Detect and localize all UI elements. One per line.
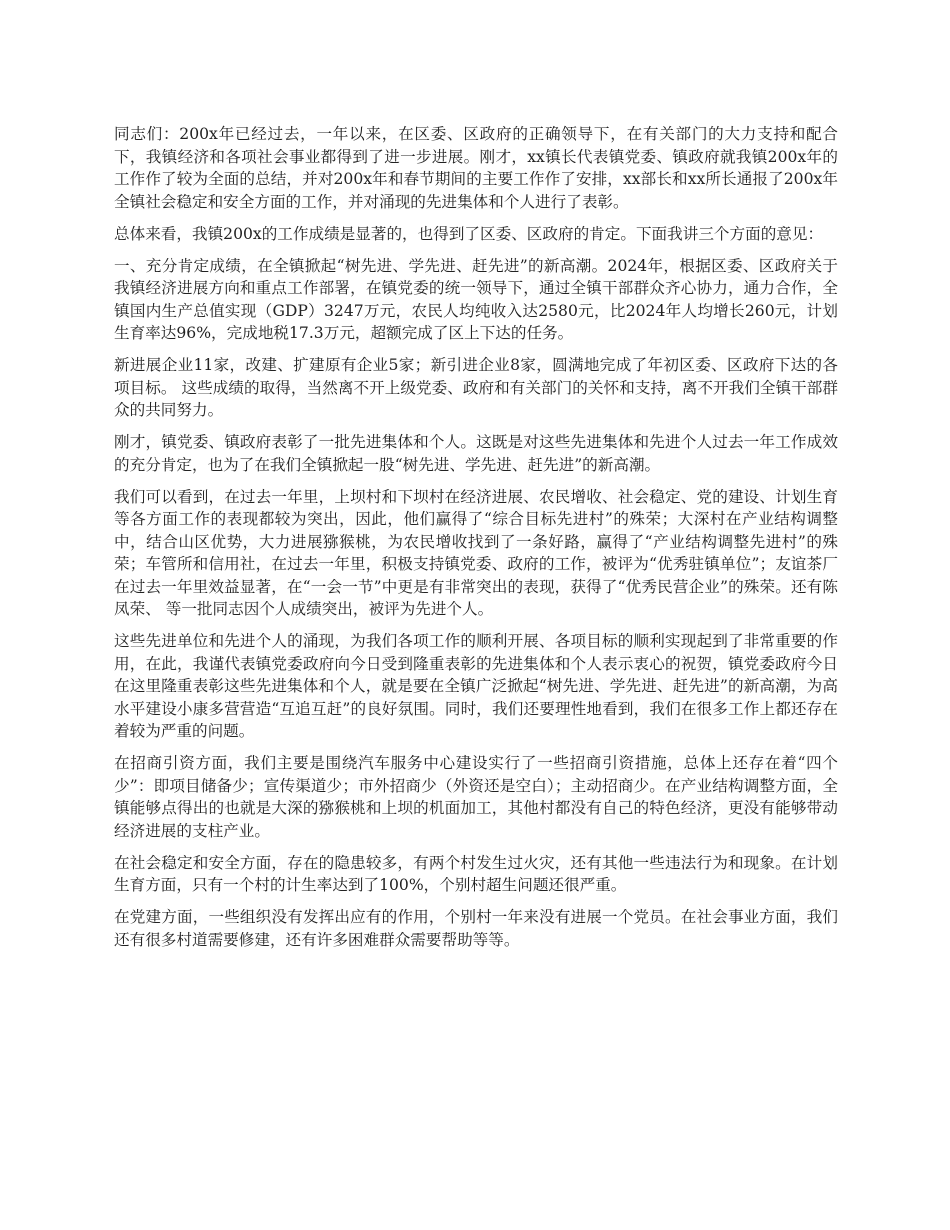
paragraph-enterprises: 新进展企业11家，改建、扩建原有企业5家；新引进企业8家，圆满地完成了年初区委、区政府下达的各项目标。 这些成绩的取得，当然离不开上级党委、政府和有关部门的关怀和支持，离不开我们全镇干部群众的共同努力。 — [114, 356, 838, 419]
paragraph-commendation: 刚才，镇党委、镇政府表彰了一批先进集体和个人。这既是对这些先进集体和先进个人过去一年工作成效的充分肯定，也为了在我们全镇掀起一股“树先进、学先进、赶先进”的新高潮。 — [114, 433, 838, 474]
paragraph-overview: 总体来看，我镇200x的工作成绩是显著的，也得到了区委、区政府的肯定。下面我讲三个方面的意见： — [114, 224, 824, 243]
paragraph-stability: 在社会稳定和安全方面，存在的隐患较多，有两个村发生过火灾，还有其他一些违法行为和现象。在计划生育方面，只有一个村的计生率达到了100%，个别村超生问题还很严重。 — [114, 853, 838, 894]
paragraph-party-building: 在党建方面，一些组织没有发挥出应有的作用，个别村一年来没有进展一个党员。在社会事业方面，我们还有很多村道需要修建，还有许多困难群众需要帮助等等。 — [114, 908, 838, 949]
paragraph-section-one: 一、充分肯定成绩，在全镇掀起“树先进、学先进、赶先进”的新高潮。2024年，根据区委、区政府关于我镇经济进展方向和重点工作部署，在镇党委的统一领导下，通过全镇干部群众齐心协力，通力合作，全镇国内生产总值实现（GDP）3247万元，农民人均纯收入达2580元，比2024年人均增长260元，计划生育率达96%，完成地税17.3万元，超额完成了区上下达的任务。 — [114, 256, 838, 342]
paragraph-advanced-units: 我们可以看到，在过去一年里，上坝村和下坝村在经济进展、农民增收、社会稳定、党的建设、计划生育等各方面工作的表现都较为突出，因此，他们赢得了“综合目标先进村”的殊荣；大深村在产业结构调整中，结合山区优势，大力进展猕猴桃，为农民增收找到了一条好路，赢得了“产业结构调整先进村”的殊荣；车管所和信用社，在过去一年里，积极支持镇党委、政府的工作，被评为“优秀驻镇单位”；友谊茶厂在过去一年里效益显著，在“一会一节”中更是有非常突出的表现，获得了“优秀民营企业”的殊荣。还有陈凤荣、 等一批同志因个人成绩突出，被评为先进个人。 — [114, 487, 838, 618]
paragraph-significance: 这些先进单位和先进个人的涌现，为我们各项工作的顺利开展、各项目标的顺利实现起到了非常重要的作用，在此，我谨代表镇党委政府向今日受到隆重表彰的先进集体和个人表示衷心的祝贺，镇党委政府今日在这里隆重表彰这些先进集体和个人，就是要在全镇广泛掀起“树先进、学先进、赶先进”的新高潮，为高水平建设小康多营营造“互追互赶”的良好氛围。同时，我们还要理性地看到，我们在很多工作上都还存在着较为严重的问题。 — [114, 632, 838, 740]
paragraph-opening: 同志们：200x年已经过去，一年以来，在区委、区政府的正确领导下，在有关部门的大力支持和配合下，我镇经济和各项社会事业都得到了进一步进展。刚才，xx镇长代表镇党委、镇政府就我镇200x年的工作作了较为全面的总结，并对200x年和春节期间的主要工作作了安排，xx部长和xx所长通报了200x年全镇社会稳定和安全方面的工作，并对涌现的先进集体和个人进行了表彰。 — [114, 125, 838, 211]
document-body — [114, 123, 838, 961]
paragraph-investment: 在招商引资方面，我们主要是围绕汽车服务中心建设实行了一些招商引资措施，总体上还存在着“四个少”：即项目储备少；宣传渠道少；市外招商少（外资还是空白）；主动招商少。在产业结构调整方面，全镇能够点得出的也就是大深的猕猴桃和上坝的机面加工，其他村都没有自己的特色经济，更没有能够带动经济进展的支柱产业。 — [114, 754, 838, 840]
